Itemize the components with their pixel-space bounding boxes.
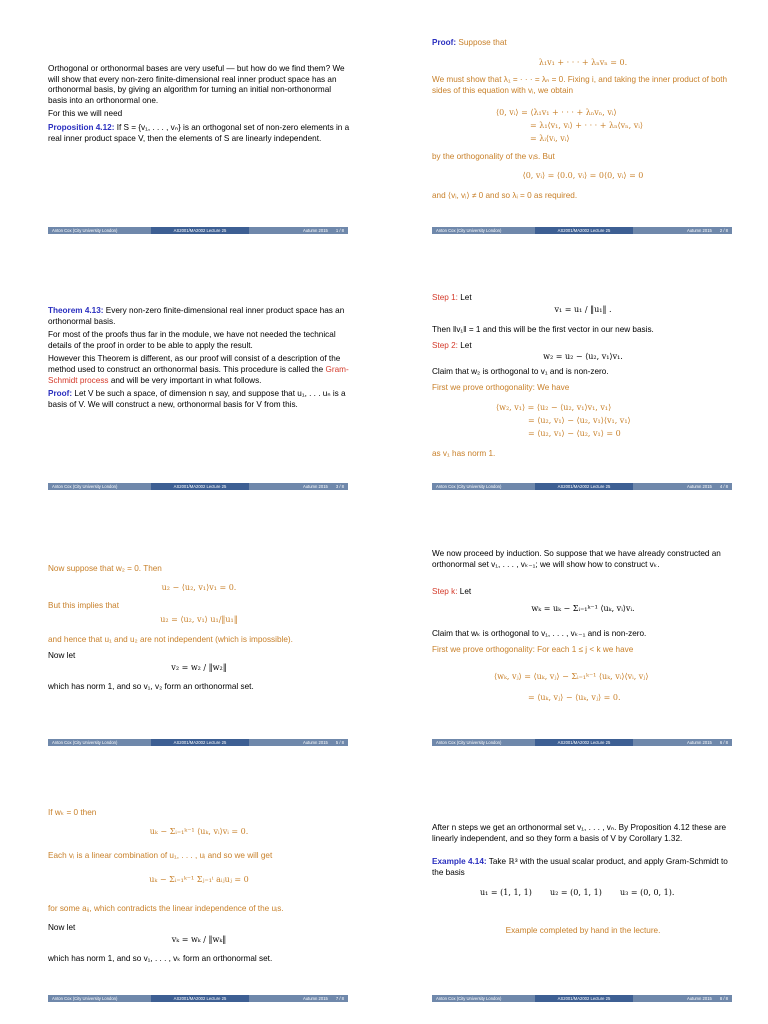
equation-a: ⟨w₂, v₁⟩ = ⟨u₂ − ⟨u₂, v₁⟩v₁, v₁⟩ xyxy=(496,403,612,412)
first-text: First we prove orthogonality: For each 1 ≤ j < k we have xyxy=(432,645,634,654)
theorem-label: Theorem 4.13: xyxy=(48,306,104,315)
nowlet-text: Now let xyxy=(48,923,76,932)
implies-text: But this implies that xyxy=(48,601,119,610)
page-number: 1 / 8 xyxy=(335,228,345,233)
theorem xyxy=(48,306,350,327)
contradicts-text: for some aᵢⱼ, which contradicts the linear independence of the uᵢs. xyxy=(48,904,284,913)
slide-8 xyxy=(384,768,768,1024)
footer-term: Autumn 2015 4 / 8 xyxy=(686,484,729,489)
page-number: 2 / 8 xyxy=(719,228,729,233)
footer-author: Anton Cox (City University London) xyxy=(52,740,118,745)
footer-author: Anton Cox (City University London) xyxy=(436,484,502,489)
intro-text: Orthogonal or orthonormal bases are very useful — but how do we find them? We will show that every non-zero finite-dimensional real inner product space has an orthonormal basis, by giving an algorithm for turning an initial non-orthonormal basis into an orthonormal one. xyxy=(48,64,345,105)
footer-author: Anton Cox (City University London) xyxy=(52,484,118,489)
slide-2 xyxy=(384,0,768,256)
footer-author: Anton Cox (City University London) xyxy=(436,228,502,233)
slide-1 xyxy=(0,0,384,256)
proof xyxy=(48,389,350,410)
slide-footer xyxy=(48,483,348,490)
example-label: Example 4.14: xyxy=(432,857,487,866)
basis-u3: u₃ = (0, 0, 1). xyxy=(620,888,675,897)
footer-term: Autumn 2015 1 / 8 xyxy=(302,228,345,233)
footer-course: AS2001/MA2002 Lecture 25 xyxy=(535,227,634,234)
equation-c: = ⟨u₂, v₁⟩ − ⟨u₂, v₁⟩ = 0 xyxy=(528,429,621,438)
theorem-text: Every non-zero finite-dimensional real inner product space has an orthonormal basis. xyxy=(48,306,345,326)
equation-2b: = λ₁⟨v₁, vᵢ⟩ + · · · + λₙ⟨vₙ, vᵢ⟩ xyxy=(530,121,643,130)
page-number: 3 / 8 xyxy=(335,484,345,489)
slide-footer xyxy=(432,227,732,234)
proposition-label: Proposition 4.12: xyxy=(48,122,115,132)
page-number: 8 / 8 xyxy=(719,996,729,1001)
footer-course: AS2001/MA2002 Lecture 25 xyxy=(535,739,634,746)
page-number: 7 / 8 xyxy=(335,996,345,1001)
footer-author: Anton Cox (City University London) xyxy=(436,996,502,1001)
paragraph-1: For most of the proofs thus far in the module, we have not needed the technical details of the proof in order to be able to apply the result. xyxy=(48,330,336,350)
step-1-line: Step 1: Let xyxy=(432,293,472,302)
if-w-text: If wₖ = 0 then xyxy=(48,808,97,817)
claim-text: Claim that w₂ is orthogonal to v₁ and is non-zero. xyxy=(432,367,609,376)
proposition xyxy=(48,123,350,144)
slide-footer xyxy=(432,739,732,746)
slide-4 xyxy=(384,256,768,512)
step-k-line: Step k: Let xyxy=(432,587,472,596)
equation-3: ⟨0, vᵢ⟩ = ⟨0.0, vᵢ⟩ = 0⟨0, vᵢ⟩ = 0 xyxy=(522,171,644,180)
example xyxy=(432,857,734,878)
first-text: First we prove orthogonality: We have xyxy=(432,383,570,392)
footer-course: AS2001/MA2002 Lecture 25 xyxy=(151,227,250,234)
basis-u2: u₂ = (0, 1, 1) xyxy=(550,888,602,897)
footer-author: Anton Cox (City University London) xyxy=(52,996,118,1001)
gram-schmidt-term: Gram-Schmidt process xyxy=(48,364,349,385)
claim-text: Claim that wₖ is orthogonal to v₁, . . . , vₖ₋₁ and is non-zero. xyxy=(432,629,647,638)
footer-author: Anton Cox (City University London) xyxy=(436,740,502,745)
footer-course: AS2001/MA2002 Lecture 25 xyxy=(151,739,250,746)
footer-course: AS2001/MA2002 Lecture 25 xyxy=(535,995,634,1002)
page-number: 4 / 8 xyxy=(719,484,729,489)
slide-5 xyxy=(0,512,384,768)
example-text: Take ℝ³ with the usual scalar product, and apply Gram-Schmidt to the basis xyxy=(432,857,728,877)
induct-text: We now proceed by induction. So suppose that we have already constructed an orthonormal set v₁, . . . , vₖ₋₁; we will show how to construct vₖ. xyxy=(432,549,721,569)
footer-course: AS2001/MA2002 Lecture 25 xyxy=(535,483,634,490)
footer-term: Autumn 2015 6 / 8 xyxy=(686,740,729,745)
footer-course: AS2001/MA2002 Lecture 25 xyxy=(151,995,250,1002)
after-text: After n steps we get an orthonormal set v₁, . . . , vₙ. By Proposition 4.12 these are linearly independent, and so they form a basis of V by Corollary 1.32. xyxy=(432,823,727,843)
which-text: which has norm 1, and so v₁, v₂ form an orthonormal set. xyxy=(48,682,254,691)
proof-line xyxy=(432,38,734,49)
slide-1-content xyxy=(48,64,350,144)
nowlet-text: Now let xyxy=(48,651,76,660)
paragraph-2: However this Theorem is different, as our proof will consist of a description of the method used to construct an orthonormal basis. This procedure is called the Gram-Schmidt process and will be very important in what follows. xyxy=(48,354,349,385)
must-show-text: We must show that λ₁ = · · · = λₙ = 0. Fixing i, and taking the inner product of both sides of this equation with vᵢ, we obtain xyxy=(432,75,728,95)
completed-text: Example completed by hand in the lecture. xyxy=(505,926,661,935)
slide-footer xyxy=(48,739,348,746)
page-number: 5 / 8 xyxy=(335,740,345,745)
equation-v1: v₁ = u₁ / ‖u₁‖ . xyxy=(554,305,612,314)
each-text: Each vᵢ is a linear combination of u₁, . . . , uᵢ and so we will get xyxy=(48,851,273,860)
slide-2-content xyxy=(432,38,734,49)
footer-author: Anton Cox (City University London) xyxy=(52,228,118,233)
equation-1: λ₁v₁ + · · · + λₙvₙ = 0. xyxy=(538,58,628,67)
footer-term: Autumn 2015 5 / 8 xyxy=(302,740,345,745)
proof-text: Let V be such a space, of dimension n say, and suppose that u₁, . . . uₙ is a basis of V. We will construct a new, orthonormal basis for V from this. xyxy=(48,389,346,409)
proof-label: Proof: xyxy=(48,389,73,399)
footer-term: Autumn 2015 3 / 8 xyxy=(302,484,345,489)
slide-7 xyxy=(0,768,384,1024)
proposition-text: If S = {v₁, . . . , vₙ} is an orthogonal set of non-zero elements in a real inner product space V, then the elements of S are linearly independent. xyxy=(48,122,350,143)
equation-2a: ⟨0, vᵢ⟩ = ⟨λ₁v₁ + · · · + λₙvₙ, vᵢ⟩ xyxy=(496,108,617,117)
slide-6 xyxy=(384,512,768,768)
suppose-text: Now suppose that w₂ = 0. Then xyxy=(48,564,162,573)
then-text: Then ‖v₁‖ = 1 and this will be the first vector in our new basis. xyxy=(432,325,654,334)
slide-3 xyxy=(0,256,384,512)
proof-text: Suppose that xyxy=(458,38,507,47)
equation-3: vₖ = wₖ / ‖wₖ‖ xyxy=(171,935,227,944)
footer-course: AS2001/MA2002 Lecture 25 xyxy=(151,483,250,490)
equation-1: u₂ − ⟨u₂, v₁⟩v₁ = 0. xyxy=(161,583,237,592)
slide-footer xyxy=(432,995,732,1002)
equation-2: u₂ = ⟨u₂, v₁⟩ u₁/‖u₁‖ xyxy=(160,615,238,624)
equation-3: v₂ = w₂ / ‖w₂‖ xyxy=(171,663,227,672)
equation-2: uₖ − Σᵢ₌₁ᵏ⁻¹ Σⱼ₌₁ⁱ aᵢⱼuⱼ = 0 xyxy=(149,875,249,884)
proof-label: Proof: xyxy=(432,38,457,47)
slide-footer xyxy=(48,995,348,1002)
footer-term: Autumn 2015 2 / 8 xyxy=(686,228,729,233)
conclusion-text: and ⟨vᵢ, vᵢ⟩ ≠ 0 and so λᵢ = 0 as required. xyxy=(432,191,578,200)
equation-b: = ⟨uₖ, vⱼ⟩ − ⟨uₖ, vⱼ⟩ = 0. xyxy=(528,693,621,702)
equation-w2: w₂ = u₂ − ⟨u₂, v₁⟩v₁. xyxy=(543,352,623,361)
equation-a: ⟨wₖ, vⱼ⟩ = ⟨uₖ, vⱼ⟩ − Σᵢ₌₁ᵏ⁻¹ ⟨uₖ, vᵢ⟩⟨vᵢ, vⱼ⟩ xyxy=(494,672,649,681)
equation-b: = ⟨u₂, v₁⟩ − ⟨u₂, v₁⟩⟨v₁, v₁⟩ xyxy=(528,416,631,425)
need-text: For this we will need xyxy=(48,109,123,119)
slide-footer xyxy=(432,483,732,490)
equation-wk: wₖ = uₖ − Σᵢ₌₁ᵏ⁻¹ ⟨uₖ, vᵢ⟩vᵢ. xyxy=(531,604,635,613)
footer-term: Autumn 2015 7 / 8 xyxy=(302,996,345,1001)
norm-text: as v₁ has norm 1. xyxy=(432,449,496,458)
by-orth-text: by the orthogonality of the vᵢs. But xyxy=(432,152,555,161)
equation-1: uₖ − Σᵢ₌₁ᵏ⁻¹ ⟨uₖ, vᵢ⟩vᵢ = 0. xyxy=(149,827,249,836)
equation-2c: = λᵢ⟨vᵢ, vᵢ⟩ xyxy=(530,134,570,143)
basis-u1: u₁ = (1, 1, 1) xyxy=(480,888,532,897)
slide-3-content xyxy=(48,306,350,410)
which-text: which has norm 1, and so v₁, . . . , vₖ form an orthonormal set. xyxy=(48,954,273,963)
page-number: 6 / 8 xyxy=(719,740,729,745)
hence-text: and hence that u₁ and u₂ are not independent (which is impossible). xyxy=(48,635,293,644)
footer-term: Autumn 2015 8 / 8 xyxy=(686,996,729,1001)
step-2-line: Step 2: Let xyxy=(432,341,472,350)
slide-footer xyxy=(48,227,348,234)
